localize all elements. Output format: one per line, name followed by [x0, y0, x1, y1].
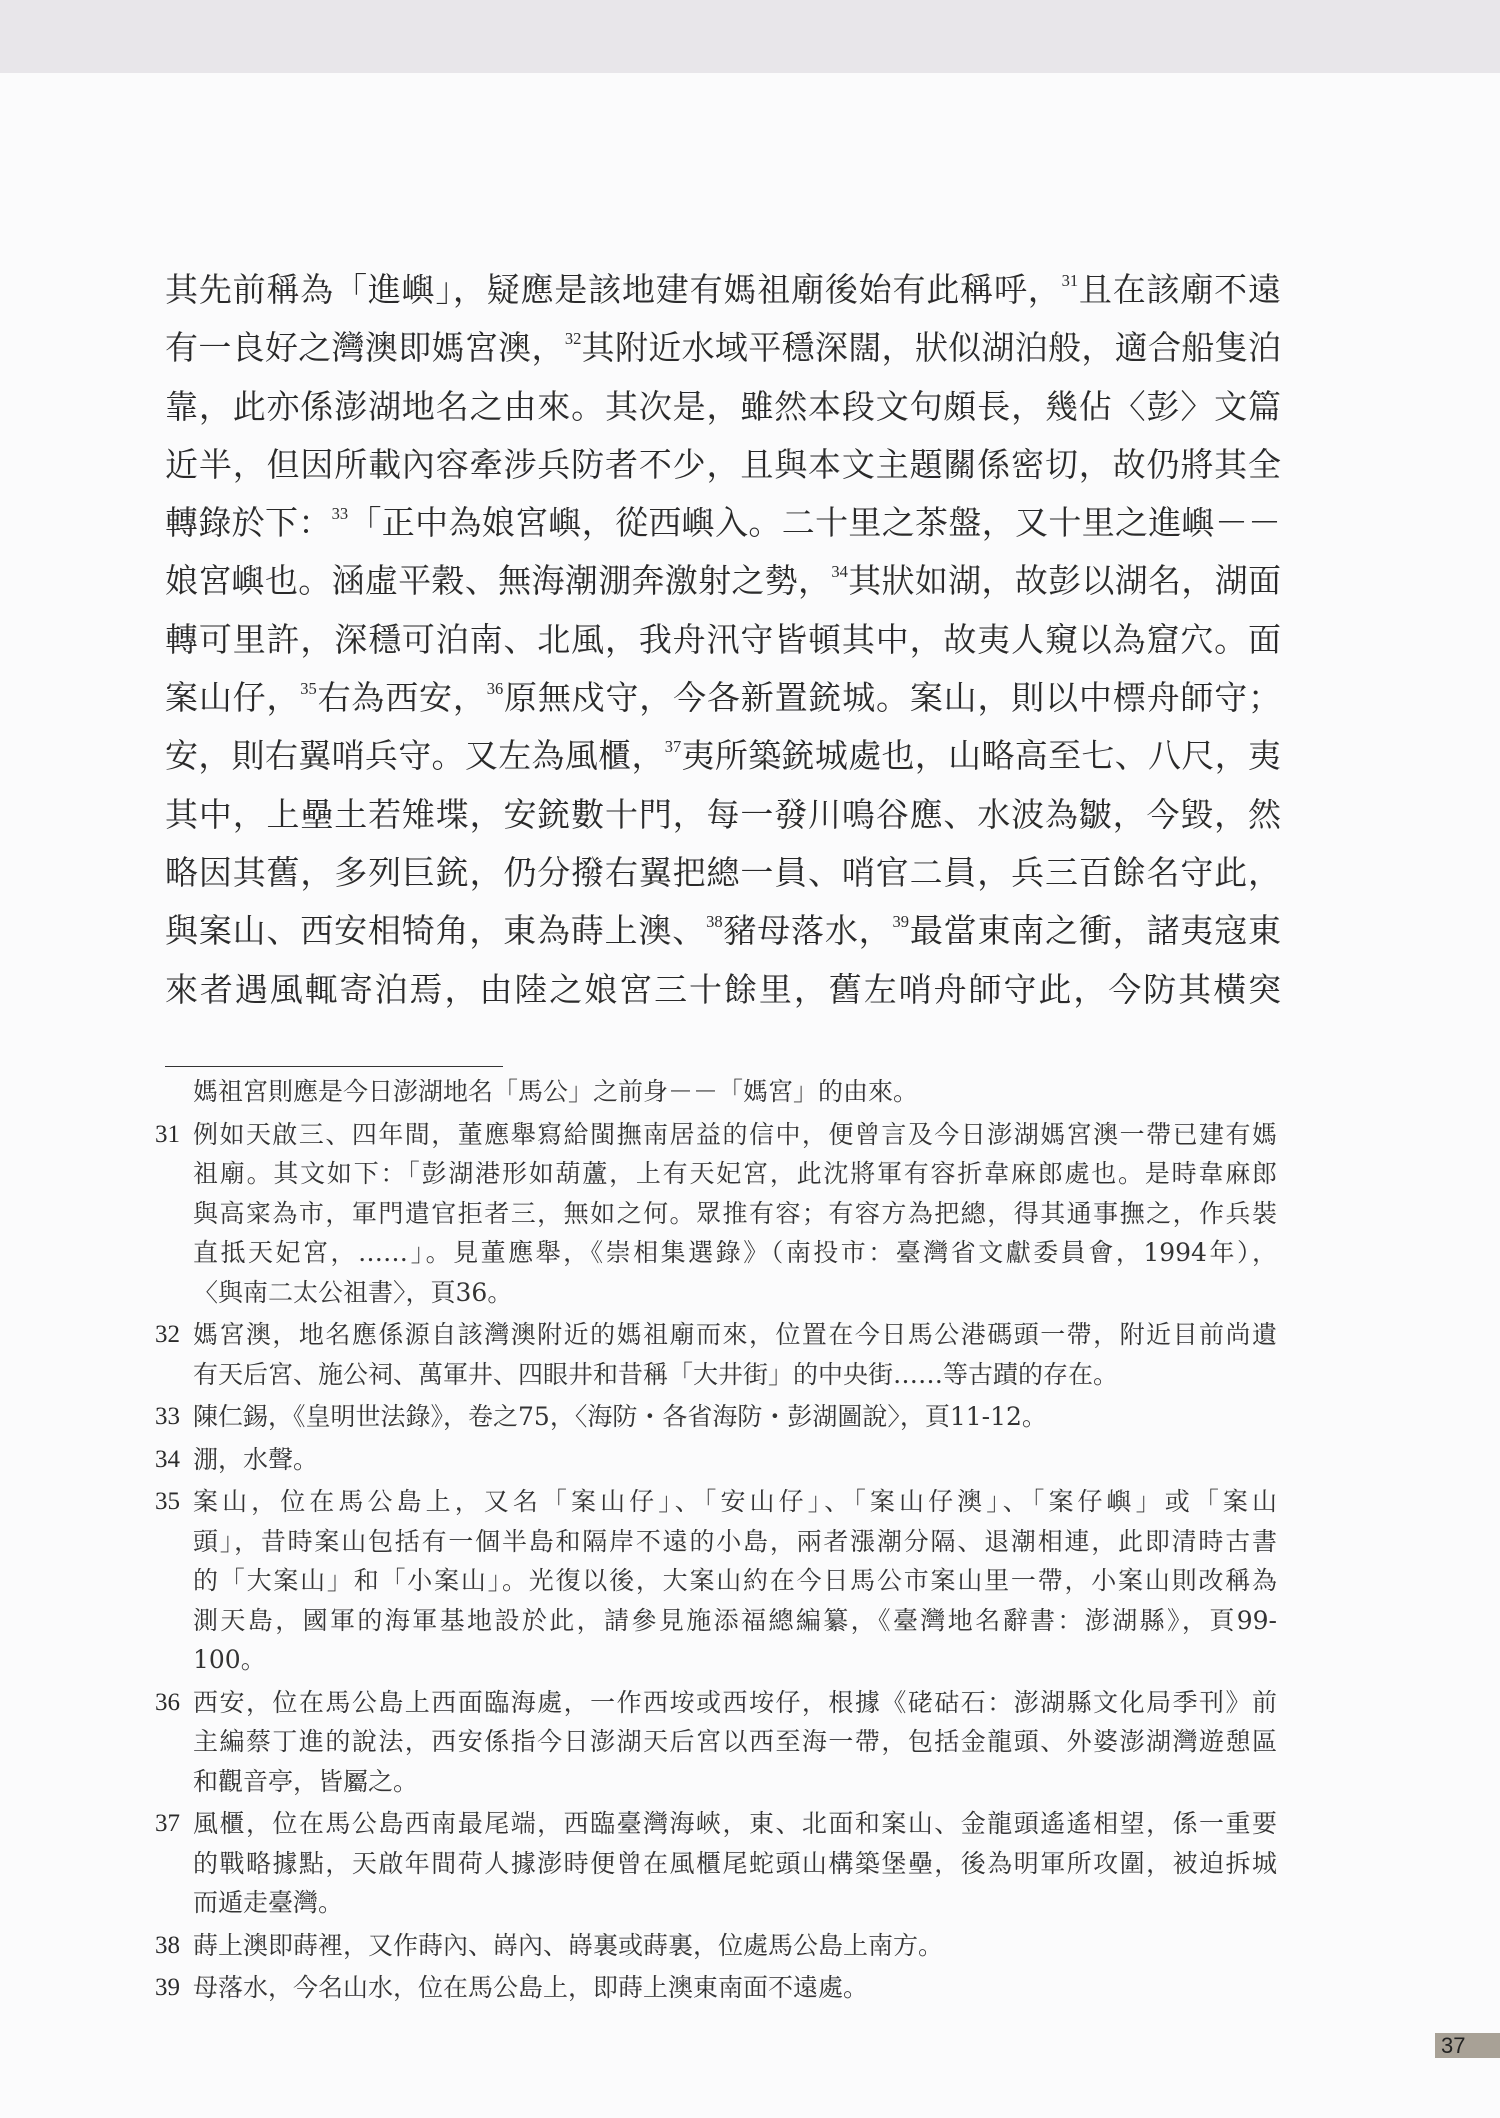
footnote-line: 媽宮澳，地名應係源自該灣澳附近的媽祖廟而來，位置在今日馬公港碼頭一帶，附近目前尚遺: [193, 1320, 1277, 1349]
text-line: [165, 378, 1281, 436]
text-run: 近半，但因所載內容牽涉兵防者不少，且與本文主題關係密切，故仍將其全: [165, 444, 1281, 484]
footnote-line: 案山，位在馬公島上，又名「案山仔」、「安山仔」、「案山仔澳」、「案仔嶼」或「案山: [193, 1487, 1277, 1516]
footnote-number: 36: [155, 1688, 180, 1716]
text-run: 其先前稱為「進嶼」，疑應是該地建有媽祖廟後始有此稱呼，: [165, 270, 1062, 309]
footnote-number: 31: [155, 1120, 180, 1148]
footnote-number: 32: [155, 1321, 180, 1348]
text-run: 其附近水域平穩深闊，狀似湖泊般，適合船隻泊: [581, 328, 1281, 368]
text-run: 安，則右翼哨兵守。又左為風櫃，: [165, 736, 665, 776]
footnote: [155, 1115, 1277, 1313]
text-run: 轉可里許，深穩可泊南、北風，我舟汛守皆頓其中，故夷人窺以為窟穴。面: [165, 619, 1281, 659]
footnote-ref[interactable]: 31: [1061, 271, 1079, 291]
text-line: [165, 727, 1281, 785]
footnote-ref[interactable]: 32: [564, 329, 582, 349]
footnote: [155, 1397, 1277, 1437]
footnote: [155, 1804, 1277, 1923]
text-run: 略因其舊，多列巨銃，仍分撥右翼把總一員、哨官二員，兵三百餘名守此，: [165, 852, 1281, 892]
footnote-ref[interactable]: 36: [486, 679, 504, 699]
text-line: [165, 552, 1281, 610]
footnote: [155, 1072, 1277, 1112]
footnote-ref[interactable]: 39: [892, 912, 910, 932]
footnote-line: 蒔上澳即蒔裡，又作蒔內、嵵內、嵵裏或蒔裏，位處馬公島上南方。: [193, 1930, 944, 1960]
body-text: [165, 261, 1281, 1019]
footnote-line: 淜，水聲。: [193, 1444, 319, 1474]
page-number: 37: [1435, 2033, 1500, 2058]
footnote-divider: [165, 1066, 503, 1067]
text-run: 夷所築銃城處也，山略高至七、八尺，夷: [681, 736, 1281, 776]
footnote: [155, 1968, 1277, 2008]
text-line: [165, 902, 1281, 960]
footnote-number: 35: [155, 1488, 180, 1515]
footnote-ref[interactable]: 37: [664, 737, 682, 757]
footnote-line: 有天后宮、施公祠、萬軍井、四眼井和昔稱「大井街」的中央街……等古蹟的存在。: [193, 1359, 1119, 1389]
text-run: 與案山、西安相犄角，東為蒔上澳、: [165, 911, 707, 951]
footnote-number: 33: [155, 1403, 180, 1430]
text-run: 「正中為娘宮嶼，從西嶼入。二十里之茶盤，又十里之進嶼－－: [348, 503, 1281, 543]
text-run: 娘宮嶼也。涵虛平穀、無海潮淜奔激射之勢，: [165, 561, 832, 601]
text-line: [165, 786, 1281, 844]
text-run: 來者遇風輒寄泊焉，由陸之娘宮三十餘里，舊左哨舟師守此，今防其橫突: [165, 969, 1281, 1009]
text-line: [165, 669, 1281, 727]
footnotes: [155, 1072, 1277, 2011]
footnote-ref[interactable]: 33: [331, 504, 349, 524]
footnote-number: 38: [155, 1931, 180, 1959]
footnote: [155, 1315, 1277, 1394]
footnote-ref[interactable]: 35: [300, 679, 317, 699]
text-run: 最當東南之衝，諸夷寇東: [909, 911, 1281, 951]
footnote: [155, 1926, 1277, 1966]
text-run: 靠，此亦係澎湖地名之由來。其次是，雖然本段文句頗長，幾佔〈彭〉文篇: [165, 386, 1281, 426]
footnote: [155, 1683, 1277, 1802]
text-line: [165, 961, 1281, 1019]
text-line: [165, 319, 1281, 377]
footnote-number: 39: [155, 1974, 180, 2001]
footnote-line: 〈與南二太公祖書〉，頁36。: [193, 1277, 513, 1307]
footnote-line: 風櫃，位在馬公島西南最尾端，西臨臺灣海峽，東、北面和案山、金龍頭遙遙相望，係一重要: [193, 1809, 1277, 1838]
footnote-line: 陳仁錫，《皇明世法錄》，卷之75，〈海防・各省海防・彭湖圖說〉，頁11-12。: [193, 1402, 1047, 1431]
footnote-line: 西安，位在馬公島上西面臨海處，一作西垵或西垵仔，根據《硓𥑮石：澎湖縣文化局季刊》前: [193, 1687, 1277, 1717]
footnote-line: 例如天啟三、四年間，董應舉寫給閩撫南居益的信中，便曾言及今日澎湖媽宮澳一帶已建有媽: [193, 1119, 1277, 1149]
text-line: [165, 494, 1281, 552]
text-run: 案山仔，: [165, 678, 301, 718]
text-run: 原無戍守，今各新置銃城。案山，則以中標舟師守；: [503, 678, 1281, 718]
footnote-line: 母落水，今名山水，位在馬公島上，即蒔上澳東南面不遠處。: [193, 1973, 869, 2002]
text-run: 轉錄於下：: [165, 503, 332, 543]
footnote-line: 祖廟。其文如下：「彭湖港形如葫蘆，上有天妃宮，此沈將軍有容折韋麻郎處也。是時韋麻郎: [193, 1159, 1277, 1188]
footnote-line: 的戰略據點，天啟年間荷人據澎時便曾在風櫃尾蛇頭山構築堡壘，後為明軍所攻圍，被迫拆城: [193, 1848, 1277, 1878]
text-line: [165, 261, 1281, 319]
text-run: 豬母落水，: [722, 911, 893, 951]
text-line: [165, 611, 1281, 669]
footnote-line: 頭」，昔時案山包括有一個半島和隔岸不遠的小島，兩者漲潮分隔、退潮相連，此即清時古書: [193, 1526, 1277, 1556]
footnote-line: 的「大案山」和「小案山」。光復以後，大案山約在今日馬公市案山里一帶，小案山則改稱為: [193, 1566, 1277, 1595]
footnote: [155, 1440, 1277, 1480]
text-run: 有一良好之灣澳即媽宮澳，: [165, 328, 565, 368]
footnote-line: 100。: [193, 1645, 266, 1674]
text-run: 右為西安，: [316, 678, 487, 718]
footnote-number: 37: [155, 1810, 180, 1837]
footnote-line: 主編蔡丁進的說法，西安係指今日澎湖天后宮以西至海一帶，包括金龍頭、外婆澎湖灣遊憩區: [193, 1727, 1277, 1756]
text-run: 其中，上壘土若雉堞，安銃數十門，每一發川鳴谷應、水波為皺，今毀，然: [165, 794, 1281, 834]
text-run: 且在該廟不遠: [1078, 270, 1281, 309]
footnote-ref[interactable]: 38: [706, 912, 723, 932]
footnote-line: 而遁走臺灣。: [193, 1888, 344, 1917]
text-line: [165, 844, 1281, 902]
footnote-ref[interactable]: 34: [831, 562, 848, 582]
text-line: [165, 436, 1281, 494]
footnote-line: 媽祖宮則應是今日澎湖地名「馬公」之前身－－「媽宮」的由來。: [193, 1077, 919, 1106]
scan-top-band: [0, 0, 1500, 73]
footnote-line: 與高寀為市，軍門遣官拒者三，無如之何。眾推有容；有容方為把總，得其通事撫之，作兵裝: [193, 1198, 1277, 1228]
text-run: 其狀如湖，故彭以湖名，湖面: [847, 561, 1281, 601]
footnote-number: 34: [155, 1445, 180, 1473]
footnote-line: 和觀音亭，皆屬之。: [193, 1766, 419, 1796]
footnote-line: 直抵天妃宮，……」。見董應舉，《崇相集選錄》（南投市：臺灣省文獻委員會，1994年），: [193, 1238, 1277, 1267]
footnote-line: 測天島，國軍的海軍基地設於此，請參見施添福總編纂，《臺灣地名辭書：澎湖縣》，頁99-: [193, 1605, 1277, 1635]
footnote: [155, 1482, 1277, 1680]
